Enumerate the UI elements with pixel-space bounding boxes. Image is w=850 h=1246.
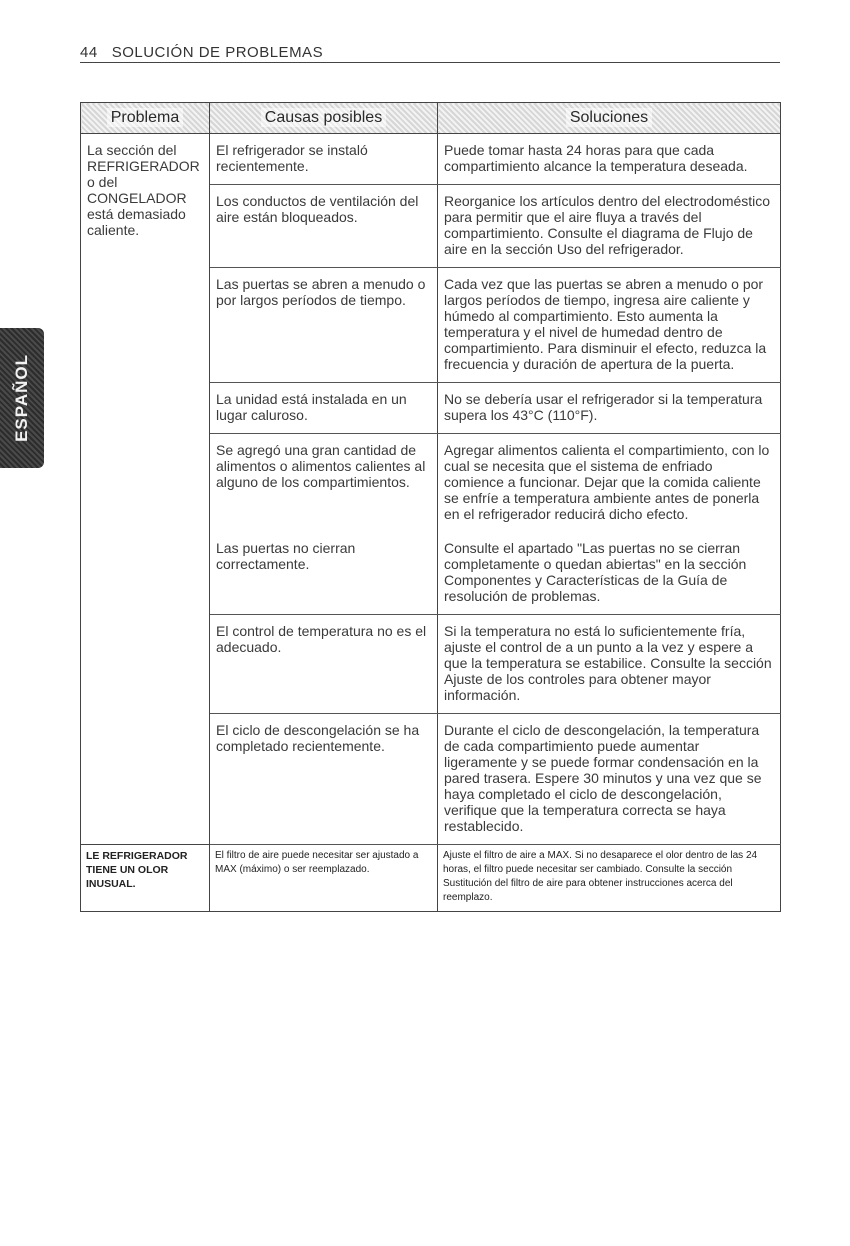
section-title: SOLUCIÓN DE PROBLEMAS	[111, 44, 324, 61]
cause-cell: Las puertas se abren a menudo o por largos períodos de tiempo.	[210, 268, 438, 383]
language-side-tab	[0, 328, 44, 468]
cause-cell: El filtro de aire puede necesitar ser ajustado a MAX (máximo) o ser reemplazado.	[210, 845, 438, 912]
solution-cell: Si la temperatura no está lo suficientemente fría, ajuste el control de a un punto a la vez y espere a que la temperatura se estabilice. Consulte la sección Ajuste de los controles para obtener mayor información.	[438, 615, 781, 714]
column-header-causes: Causas posibles	[210, 103, 438, 134]
table-header-row	[81, 103, 781, 134]
language-label: ESPAÑOL	[12, 354, 31, 442]
table-row	[81, 134, 781, 185]
cause-cell: Se agregó una gran cantidad de alimentos o alimentos calientes al alguno de los compartimientos.	[210, 434, 438, 533]
solution-cell: Durante el ciclo de descongelación, la temperatura de cada compartimiento puede aumentar ligeramente y se puede formar condensación en la pared trasera. Espere 30 minutos y una vez que se haya completado el ciclo de descongelación, verifique que la temperatura correcta se haya restablecido.	[438, 714, 781, 845]
solution-cell: No se debería usar el refrigerador si la temperatura supera los 43°C (110°F).	[438, 383, 781, 434]
troubleshooting-table	[80, 102, 781, 912]
cause-cell: Las puertas no cierran correctamente.	[210, 532, 438, 615]
solution-cell: Cada vez que las puertas se abren a menudo o por largos períodos de tiempo, ingresa aire caliente y húmedo al compartimiento. Esto aumenta la temperatura y el nivel de humedad dentro de compartimiento. Para disminuir el efecto, reduzca la frecuencia y duración de apertura de la puerta.	[438, 268, 781, 383]
page-number: 44	[80, 44, 98, 61]
solution-cell: Consulte el apartado "Las puertas no se cierran completamente o quedan abiertas" en la sección Componentes y Características de la Guía de resolución de problemas.	[438, 532, 781, 615]
problem-cell: LE REFRIGERADOR TIENE UN OLOR INUSUAL.	[81, 845, 210, 912]
page-header	[80, 44, 780, 63]
column-header-solutions: Soluciones	[438, 103, 781, 134]
column-header-problem: Problema	[81, 103, 210, 134]
solution-cell: Puede tomar hasta 24 horas para que cada compartimiento alcance la temperatura deseada.	[438, 134, 781, 185]
problem-cell: La sección del REFRIGERADOR o del CONGELADOR está demasiado caliente.	[81, 134, 210, 845]
table-row	[81, 845, 781, 912]
cause-cell: El ciclo de descongelación se ha completado recientemente.	[210, 714, 438, 845]
cause-cell: La unidad está instalada en un lugar caluroso.	[210, 383, 438, 434]
cause-cell: Los conductos de ventilación del aire están bloqueados.	[210, 185, 438, 268]
solution-cell: Agregar alimentos calienta el compartimiento, con lo cual se necesita que el sistema de enfriado comience a funcionar. Dejar que la comida caliente se enfríe a temperatura ambiente antes de ponerla en el refrigerador reducirá dicho efecto.	[438, 434, 781, 533]
solution-cell: Ajuste el filtro de aire a MAX. Si no desaparece el olor dentro de las 24 horas, el filtro puede necesitar ser cambiado. Consulte la sección Sustitución del filtro de aire para obtener instrucciones acerca del reemplazo.	[438, 845, 781, 912]
cause-cell: El control de temperatura no es el adecuado.	[210, 615, 438, 714]
cause-cell: El refrigerador se instaló recientemente.	[210, 134, 438, 185]
solution-cell: Reorganice los artículos dentro del electrodoméstico para permitir que el aire fluya a través del compartimiento. Consulte el diagrama de Flujo de aire en la sección Uso del refrigerador.	[438, 185, 781, 268]
